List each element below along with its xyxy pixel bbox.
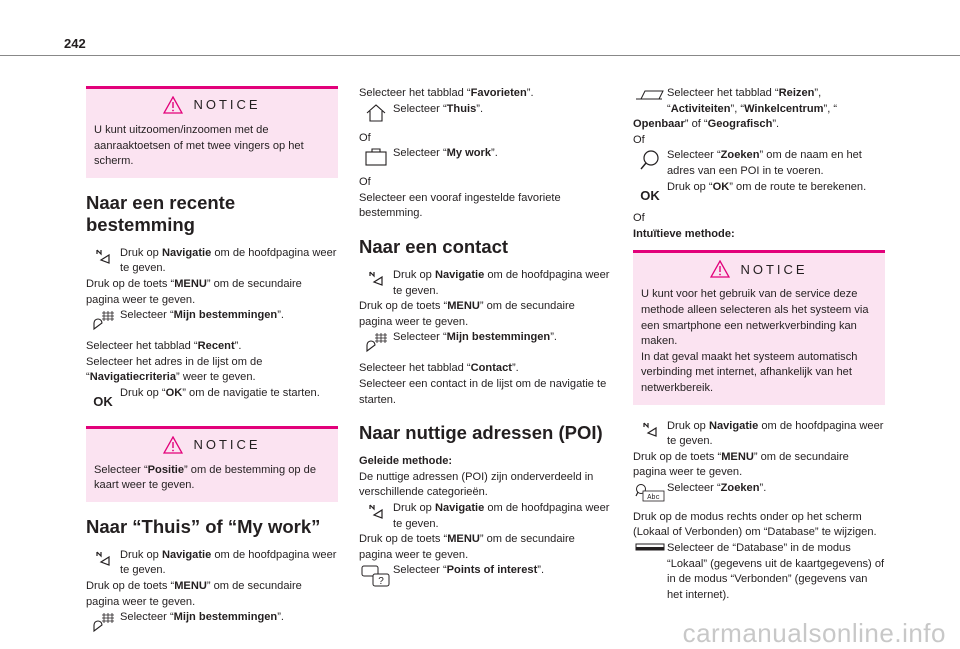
text: Selecteer de “Database” in de modus “Lokaal” (gegevens uit de kaartgegevens) of in de modus “Verbonden” (gegevens van het internet). — [667, 542, 885, 601]
text-bold: MENU — [174, 277, 207, 290]
text: Selecteer het tabblad “ — [667, 87, 779, 99]
search-text-icon — [635, 482, 665, 502]
navigation-icon — [367, 502, 385, 520]
text: Of — [359, 131, 371, 144]
text-bold: Navigatie — [434, 501, 485, 514]
text-bold: OK — [712, 180, 730, 193]
text: Selecteer het tabblad “ — [359, 87, 471, 99]
text: ” om de secundaire pagina weer te geven. — [359, 300, 575, 328]
text-bold: OK — [165, 386, 183, 399]
text-bold: Mijn bestemmingen — [173, 309, 278, 322]
text: ” om de bestemming op de kaart weer te geven. — [94, 463, 316, 492]
text-bold: Navigatie — [708, 419, 759, 432]
text: Of — [633, 133, 645, 146]
text-bold: Activiteiten — [670, 102, 731, 115]
warning-icon — [710, 260, 730, 278]
text: ” om de secundaire pagina weer te geven. — [86, 277, 302, 306]
text-bold: Navigatiecriteria — [89, 371, 177, 384]
notice-box — [633, 250, 885, 404]
text: Selecteer een vooraf ingestelde favoriete bestemming. — [359, 191, 561, 220]
text: Selecteer “ — [393, 147, 447, 160]
text: Selecteer “ — [667, 481, 721, 494]
home-icon — [365, 103, 387, 123]
notice-text: U kunt uitzoomen/inzoomen met de aanraaktoetsen of met twee vingers op het scherm. — [94, 124, 304, 168]
category-tabs-icon — [635, 87, 665, 101]
text: ”, “ — [823, 102, 838, 115]
text-bold: Winkelcentrum — [744, 102, 824, 115]
text-bold: Zoeken — [720, 149, 760, 162]
poi-icon — [361, 564, 391, 588]
text: ”. — [491, 147, 498, 160]
text-bold: Favorieten — [470, 87, 527, 99]
notice-text — [94, 463, 330, 494]
text: ”. — [476, 102, 484, 115]
text-bold: Geografisch — [707, 118, 773, 131]
text-bold: MENU — [447, 300, 480, 313]
page-number: 242 — [64, 36, 86, 51]
text: Selecteer een contact in de lijst om de navigatie te starten. — [359, 377, 607, 406]
text: Of — [359, 176, 371, 189]
text: Druk op — [393, 501, 435, 514]
text-bold: Openbaar — [633, 118, 685, 131]
work-icon — [364, 147, 388, 167]
text-bold: Points of interest — [446, 564, 538, 577]
column-1 — [86, 86, 338, 633]
text: ”. — [234, 340, 242, 353]
navigation-icon — [367, 269, 385, 287]
navigation-icon — [94, 549, 112, 567]
text: Selecteer “ — [393, 102, 447, 115]
notice-title: NOTICE — [193, 436, 261, 452]
text: Druk op — [393, 268, 435, 281]
text: ” om de navigatie te starten. — [182, 386, 320, 399]
text: Selecteer het tabblad “ — [86, 340, 198, 353]
column-2 — [359, 86, 611, 588]
text: om de hoofdpagina weer te geven. — [393, 268, 610, 297]
destinations-icon — [90, 611, 116, 633]
text: Druk op de toets “ — [359, 300, 448, 313]
text-bold: Mijn bestemmingen — [173, 611, 278, 624]
text: om de hoofdpagina weer te geven. — [667, 419, 884, 448]
text: ”, “ — [730, 102, 745, 115]
text: Druk op de toets “ — [86, 277, 175, 290]
text: Druk op de modus rechts onder op het scherm (Lokaal of Verbonden) om “Database” te wijzigen. — [633, 510, 877, 539]
text-bold: Positie — [147, 463, 185, 476]
text: Druk op “ — [667, 180, 713, 193]
svg-text:Abc: Abc — [647, 493, 660, 502]
text: Selecteer het tabblad “ — [359, 362, 471, 375]
text: ”, “ — [667, 87, 822, 115]
text: om de hoofdpagina weer te geven. — [393, 501, 610, 530]
watermark: carmanualsonline.info — [682, 618, 946, 648]
text-bold: Reizen — [778, 87, 815, 99]
text: om de hoofdpagina weer te geven. — [120, 246, 337, 275]
text-bold: Geleide methode: — [359, 455, 453, 468]
text: ” om de secundaire pagina weer te geven. — [359, 533, 575, 561]
text: ” om de secundaire pagina weer te geven. — [633, 450, 849, 479]
text: ” weer te geven. — [176, 371, 256, 384]
text-bold: Thuis — [446, 102, 477, 115]
text: Druk op — [120, 246, 162, 259]
text-bold: Navigatie — [434, 268, 485, 281]
text-bold: My work — [446, 147, 492, 160]
text: ”. — [277, 611, 284, 624]
search-icon — [639, 149, 661, 171]
destinations-icon — [90, 309, 116, 331]
text: Of — [633, 212, 645, 225]
text-bold: Mijn bestemmingen — [446, 331, 551, 344]
ok-icon: OK — [93, 393, 113, 409]
text: ”. — [537, 564, 545, 577]
notice-text: U kunt voor het gebruik van de service deze methode alleen selecteren als het systeem via een smartphone een netwerkverbinding kan maken. In dat geval maakt het systeem automatisch verbinding met internet, afhankelijk van het netwerkbereik. — [641, 288, 869, 394]
text: ”. — [277, 309, 284, 322]
text: ”. — [759, 481, 767, 494]
text-bold: MENU — [721, 450, 754, 463]
text: De nuttige adressen (POI) zijn onderverdeeld in verschillende categorieën. — [359, 470, 594, 499]
column-3 — [633, 86, 885, 603]
text: Druk op de toets “ — [359, 533, 448, 546]
text-bold: Navigatie — [161, 246, 212, 259]
text: ”. — [526, 87, 534, 99]
heading-recent-destination: Naar een recente bestemming — [86, 191, 236, 235]
text: Selecteer “ — [120, 309, 174, 322]
destinations-icon — [363, 331, 389, 353]
text: ” om de secundaire pagina weer te geven. — [86, 579, 302, 608]
heading-contact: Naar een contact — [359, 235, 509, 257]
navigation-icon — [641, 420, 659, 438]
notice-box — [86, 426, 338, 502]
text: ”. — [550, 331, 557, 344]
text: Druk op “ — [120, 386, 166, 399]
warning-icon — [163, 96, 183, 114]
text-bold: MENU — [174, 579, 207, 592]
text: Druk op — [120, 548, 162, 561]
notice-box — [86, 86, 338, 178]
text-bold: Intuïtieve methode: — [633, 227, 735, 240]
text: ” om de naam en het adres van een POI in te voeren. — [667, 149, 862, 177]
heading-home-work: Naar “Thuis” of “My work” — [86, 515, 321, 537]
text: Selecteer “ — [667, 149, 721, 162]
heading-poi: Naar nuttige adressen (POI) — [359, 422, 603, 444]
text: om de hoofdpagina weer te geven. — [120, 548, 337, 577]
text: Selecteer “ — [120, 611, 174, 624]
svg-text:?: ? — [378, 576, 384, 588]
ok-icon: OK — [640, 187, 660, 203]
notice-title: NOTICE — [740, 261, 808, 277]
notice-title: NOTICE — [193, 97, 261, 113]
text: Selecteer “ — [94, 463, 148, 476]
text-bold: Zoeken — [720, 481, 760, 494]
text-bold: Contact — [470, 362, 512, 375]
text: Druk op de toets “ — [86, 579, 175, 592]
header-divider — [0, 55, 960, 56]
text: Selecteer “ — [393, 331, 447, 344]
text: ” om de route te berekenen. — [729, 180, 867, 193]
text-bold: Navigatie — [161, 548, 212, 561]
text: Selecteer “ — [393, 564, 447, 577]
warning-icon — [163, 436, 183, 454]
text: ”. — [772, 118, 780, 131]
navigation-icon — [94, 247, 112, 265]
text: ” of “ — [684, 118, 708, 131]
database-bar-icon — [635, 542, 665, 554]
text: ”. — [511, 362, 519, 375]
text: Selecteer het adres in de lijst om de “ — [86, 355, 263, 384]
text: Druk op — [667, 419, 709, 432]
text-bold: MENU — [447, 533, 480, 546]
text-bold: Recent — [197, 340, 235, 353]
text: Druk op de toets “ — [633, 450, 722, 463]
